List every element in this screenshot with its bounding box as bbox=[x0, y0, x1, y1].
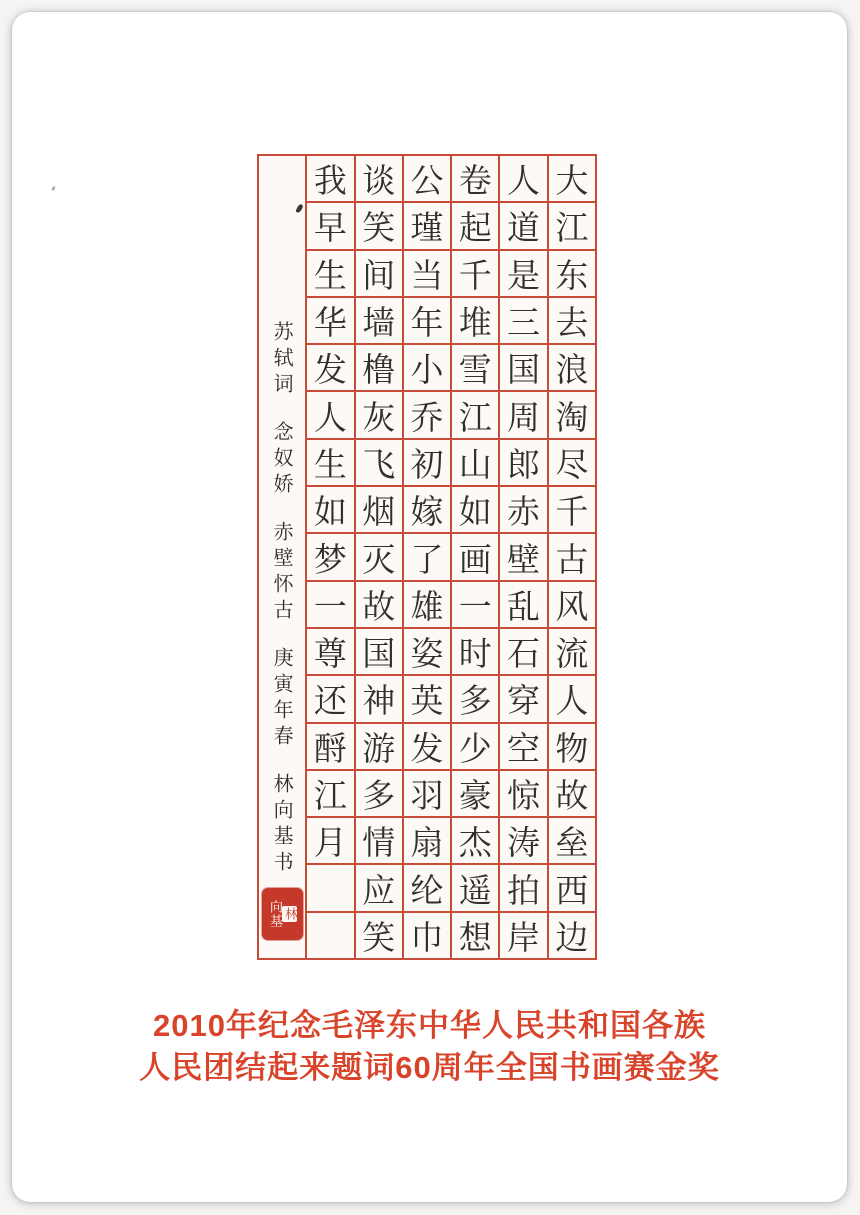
grid-cell: 郎 bbox=[500, 438, 546, 485]
grid-cell: 月 bbox=[307, 816, 353, 863]
grid-cell: 当 bbox=[404, 249, 450, 296]
award-caption bbox=[12, 1005, 847, 1089]
grid-cell: 初 bbox=[404, 438, 450, 485]
grid-cell: 谈 bbox=[362, 161, 396, 201]
poem-column-6 bbox=[305, 156, 353, 958]
grid-cell: 灰 bbox=[356, 390, 402, 437]
grid-cell: 如 bbox=[307, 485, 353, 532]
grid-cell: 穿 bbox=[500, 674, 546, 721]
grid-cell: 如 bbox=[452, 485, 498, 532]
poem-column-2 bbox=[498, 156, 546, 958]
grid-cell: 西 bbox=[549, 863, 595, 910]
grid-cell: 去 bbox=[549, 296, 595, 343]
grid-cell: 橹 bbox=[356, 343, 402, 390]
grid-cell: 堆 bbox=[452, 296, 498, 343]
grid-cell: 遥 bbox=[452, 863, 498, 910]
grid-cell: 华 bbox=[307, 296, 353, 343]
grid-cell: 人 bbox=[507, 161, 541, 201]
grid-cell: 千 bbox=[549, 485, 595, 532]
grid-cell: 千 bbox=[452, 249, 498, 296]
inscription-group-5: 林向基书 bbox=[270, 773, 295, 877]
grid-cell: 笑 bbox=[356, 201, 402, 248]
grid-cell: 起 bbox=[452, 201, 498, 248]
grid-cell: 赤 bbox=[500, 485, 546, 532]
grid-cell: 淘 bbox=[549, 390, 595, 437]
grid-cell: 多 bbox=[452, 674, 498, 721]
grid-cell: 石 bbox=[500, 627, 546, 674]
inscription-group-4: 庚寅年春 bbox=[270, 647, 295, 751]
grid-cell: 杰 bbox=[452, 816, 498, 863]
grid-cell: 年 bbox=[404, 296, 450, 343]
grid-cell: 道 bbox=[500, 201, 546, 248]
grid-cell: 周 bbox=[500, 390, 546, 437]
grid-cell: 人 bbox=[307, 390, 353, 437]
grid-cell: 生 bbox=[307, 438, 353, 485]
grid-cell: 国 bbox=[356, 627, 402, 674]
poem-column-4 bbox=[402, 156, 450, 958]
dust-speck bbox=[51, 186, 56, 192]
artist-seal bbox=[262, 888, 303, 940]
grid-cell: 乱 bbox=[500, 580, 546, 627]
grid-cell: 拍 bbox=[500, 863, 546, 910]
grid-cell: 江 bbox=[452, 390, 498, 437]
grid-cell: 灭 bbox=[356, 532, 402, 579]
grid-cell: 纶 bbox=[404, 863, 450, 910]
grid-cell: 故 bbox=[356, 580, 402, 627]
poem-column-1 bbox=[547, 156, 595, 958]
grid-cell: 大 bbox=[555, 161, 589, 201]
grid-cell: 我 bbox=[313, 161, 347, 201]
grid-cell: 空 bbox=[500, 722, 546, 769]
grid-cell: 小 bbox=[404, 343, 450, 390]
grid-cell bbox=[307, 911, 353, 958]
grid-cell bbox=[307, 863, 353, 910]
grid-cell: 人 bbox=[549, 674, 595, 721]
grid-cell: 三 bbox=[500, 296, 546, 343]
grid-cell: 风 bbox=[549, 580, 595, 627]
inscription-column bbox=[259, 156, 305, 958]
grid-cell: 想 bbox=[452, 911, 498, 958]
grid-cell: 古 bbox=[549, 532, 595, 579]
grid-cell: 江 bbox=[549, 201, 595, 248]
grid-cell: 物 bbox=[549, 722, 595, 769]
grid-cell: 一 bbox=[452, 580, 498, 627]
grid-cell: 烟 bbox=[356, 485, 402, 532]
grid-cell: 飞 bbox=[356, 438, 402, 485]
grid-cell: 卷 bbox=[458, 161, 492, 201]
grid-cell: 边 bbox=[549, 911, 595, 958]
grid-cell: 国 bbox=[500, 343, 546, 390]
photo-page bbox=[12, 12, 847, 1202]
grid-cell: 是 bbox=[500, 249, 546, 296]
inscription-group-1: 苏轼词 bbox=[270, 321, 295, 399]
calligraphy-grid bbox=[257, 154, 597, 960]
grid-cell: 早 bbox=[307, 201, 353, 248]
grid-cell: 东 bbox=[549, 249, 595, 296]
grid-cell: 少 bbox=[452, 722, 498, 769]
grid-cell: 瑾 bbox=[404, 201, 450, 248]
grid-cell: 惊 bbox=[500, 769, 546, 816]
seal-left-glyphs: 向基 bbox=[267, 900, 282, 928]
grid-cell: 墙 bbox=[356, 296, 402, 343]
caption-line-1: 2010年纪念毛泽东中华人民共和国各族 bbox=[153, 1008, 706, 1043]
grid-cell: 发 bbox=[404, 722, 450, 769]
grid-cell: 酹 bbox=[307, 722, 353, 769]
grid-cell: 姿 bbox=[404, 627, 450, 674]
grid-cell: 梦 bbox=[307, 532, 353, 579]
grid-cell: 雄 bbox=[404, 580, 450, 627]
grid-cell: 垒 bbox=[549, 816, 595, 863]
grid-cell: 间 bbox=[356, 249, 402, 296]
poem-column-3 bbox=[450, 156, 498, 958]
grid-cell: 时 bbox=[452, 627, 498, 674]
grid-cell: 流 bbox=[549, 627, 595, 674]
grid-cell: 涛 bbox=[500, 816, 546, 863]
grid-cell: 多 bbox=[356, 769, 402, 816]
inscription-text bbox=[259, 321, 305, 899]
grid-cell: 尊 bbox=[307, 627, 353, 674]
grid-cell: 故 bbox=[549, 769, 595, 816]
grid-cell: 雪 bbox=[452, 343, 498, 390]
seal-right-glyphs: 林 bbox=[282, 907, 297, 921]
caption-line-2: 人民团结起来题词60周年全国书画赛金奖 bbox=[139, 1050, 720, 1085]
poem-column-5 bbox=[354, 156, 402, 958]
grid-cell: 豪 bbox=[452, 769, 498, 816]
grid-cell: 乔 bbox=[404, 390, 450, 437]
grid-cell: 公 bbox=[410, 161, 444, 201]
grid-cell: 生 bbox=[307, 249, 353, 296]
grid-cell: 巾 bbox=[404, 911, 450, 958]
grid-cell: 还 bbox=[307, 674, 353, 721]
grid-cell: 扇 bbox=[404, 816, 450, 863]
grid-cell: 山 bbox=[452, 438, 498, 485]
grid-cell: 了 bbox=[404, 532, 450, 579]
grid-cell: 江 bbox=[307, 769, 353, 816]
grid-cell: 浪 bbox=[549, 343, 595, 390]
grid-cell: 岸 bbox=[500, 911, 546, 958]
grid-cell: 尽 bbox=[549, 438, 595, 485]
grid-cell: 一 bbox=[307, 580, 353, 627]
grid-cell: 画 bbox=[452, 532, 498, 579]
grid-cell: 羽 bbox=[404, 769, 450, 816]
stray-ink-mark bbox=[295, 203, 303, 213]
inscription-group-3: 赤壁怀古 bbox=[270, 521, 295, 625]
grid-cell: 情 bbox=[356, 816, 402, 863]
grid-cell: 游 bbox=[356, 722, 402, 769]
grid-cell: 笑 bbox=[356, 911, 402, 958]
grid-cell: 神 bbox=[356, 674, 402, 721]
grid-cell: 发 bbox=[307, 343, 353, 390]
grid-cell: 英 bbox=[404, 674, 450, 721]
grid-cell: 壁 bbox=[500, 532, 546, 579]
grid-cell: 应 bbox=[356, 863, 402, 910]
grid-cell: 嫁 bbox=[404, 485, 450, 532]
inscription-group-2: 念奴娇 bbox=[270, 421, 295, 499]
